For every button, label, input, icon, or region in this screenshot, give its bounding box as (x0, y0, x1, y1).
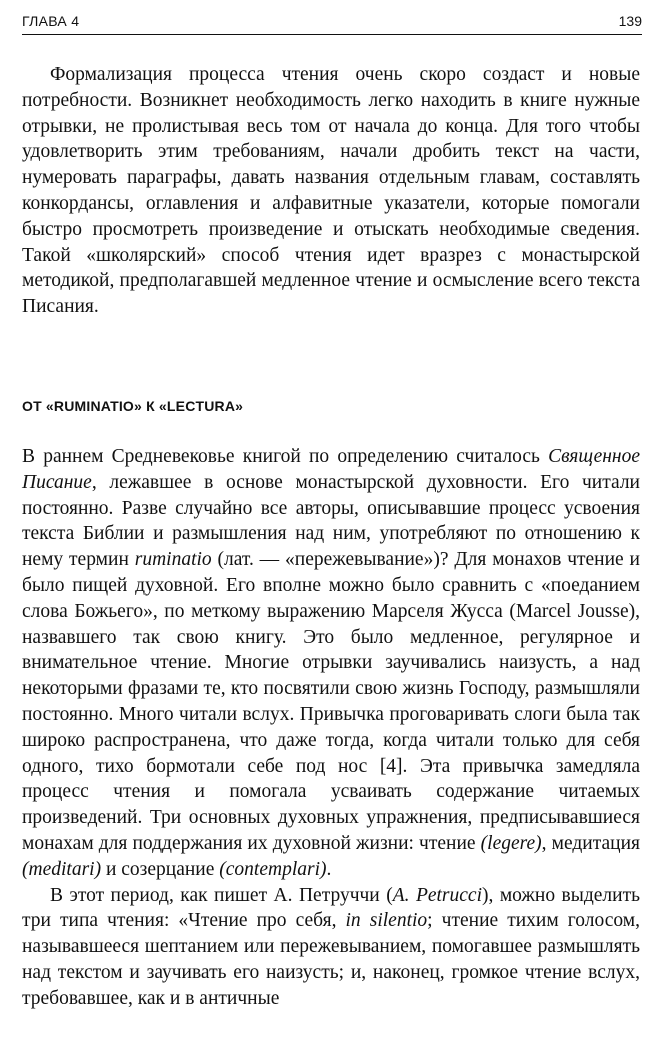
text-run: , лежавшее в основе монастырской духовности. Его читали постоянно. Разве случайно все авторы, описывавшие процесс усвоения текста Библии и размышления над ним, употребляют по отношению к нему термин (22, 471, 640, 571)
text-run: ), можно выделить три типа чтения: «Чтение про себя, (22, 884, 641, 932)
italic-term: Священное Писание (22, 446, 640, 493)
text-run: и созерцание (101, 858, 220, 880)
italic-term: ruminatio (134, 549, 212, 571)
intro-paragraph-block (22, 62, 640, 320)
italic-term: (meditari) (22, 858, 102, 880)
italic-term: in silentio (345, 910, 428, 932)
paragraph-petrucci (22, 883, 640, 1012)
running-head (22, 10, 642, 35)
text-run: В раннем Средневековье книгой по определению считалось (22, 446, 549, 467)
page-number: 139 (618, 13, 642, 29)
italic-term: A. Petrucci (392, 884, 482, 906)
text-run: ; чтение тихим голосом, называвшееся шептанием или пережевыванием, помогавшее размышлять над текстом и заучивать его наизусть; и, наконец, громкое чтение вслух, требовавшее, как и в античные (22, 910, 640, 1009)
section-heading: ОТ «RUMINATIO» К «LECTURA» (22, 398, 244, 414)
text-run: . (326, 858, 332, 880)
italic-term: (legere) (480, 832, 542, 854)
italic-term: (contemplari) (219, 858, 327, 880)
text-run: В этот период, как пишет А. Петруччи ( (50, 884, 393, 906)
text-run: (лат. — «пережевывание»)? Для монахов чтение и было пищей духовной. Его вполне можно было сравнить с «поеданием слова Божьего», по меткому выражению Марселя Жусса (Marcel Jousse), назвавшего так свою книгу. Это было медленное, регулярное и внимательное чтение. Многие отрывки заучивались наизусть, а над некоторыми фразами те, кто посвятили свою жизнь Господу, размышляли постоянно. Много читали вслух. Привычка проговаривать слоги была так широко распространена, что даже тогда, когда читали только для себя одного, тихо бормотали себе под нос [4]. Эта привычка замедляла процесс чтения и помогала усваивать содержание читаемых произведений. Три основных духовных упражнения, предписывавшиеся монахам для поддержания их духовной жизни: чтение (22, 549, 640, 854)
text-run: , медитация (541, 832, 640, 854)
paragraph-formalization: Формализация процесса чтения очень скоро создаст и новые потребности. Возникнет необходимость легко находить в книге нужные отрывки, не пролистывая весь том от начала до конца. Для того чтобы удовлетворить этим требованиям, начали дробить текст на части, нумеровать параграфы, давать названия отдельным главам, составлять конкордансы, оглавления и алфавитные указатели, которые помогали быстро просмотреть произведение и отыскать необходимые сведения. Такой «школярский» способ чтения идет вразрез с монастырской методикой, предполагавшей медленное чтение и осмысление всего текста Писания. (22, 64, 640, 318)
paragraph-ruminatio (22, 444, 640, 883)
section-body (22, 444, 640, 1012)
chapter-label: ГЛАВА 4 (22, 13, 80, 29)
